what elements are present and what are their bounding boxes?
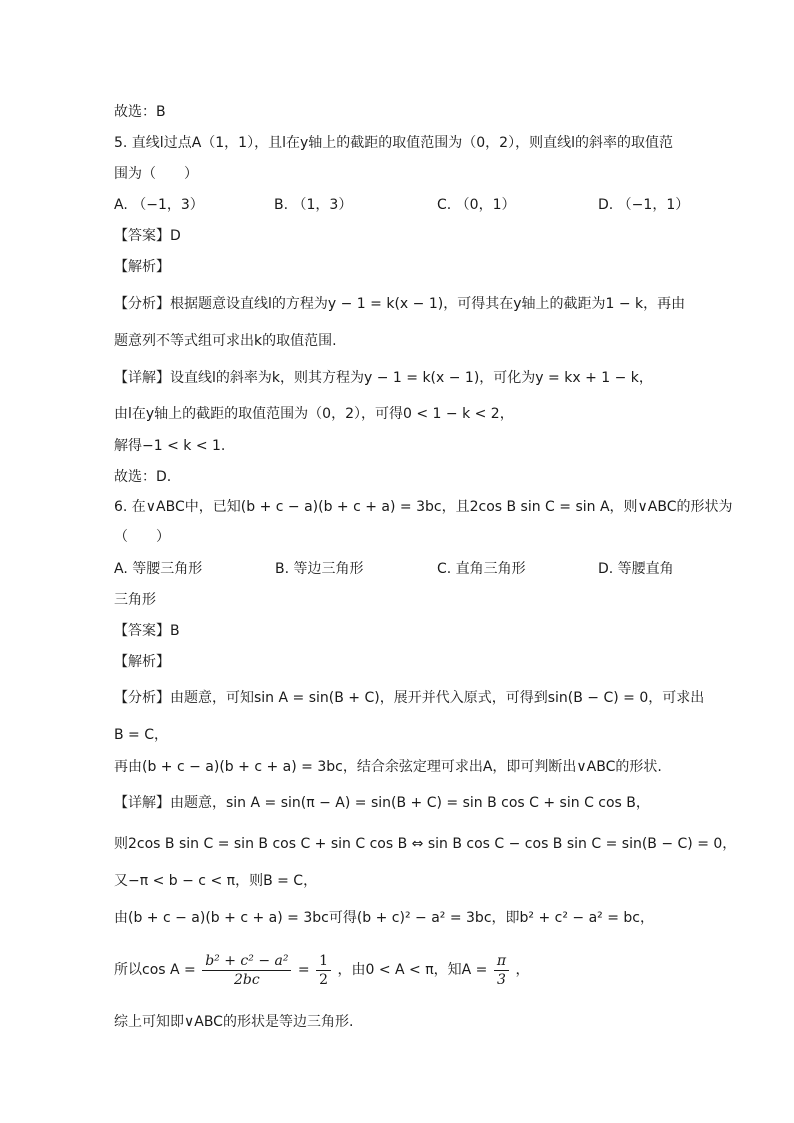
q6-option-b: B. 等边三角形 xyxy=(275,561,364,577)
q5-jiexi-heading: 【解析】 xyxy=(114,259,170,275)
q6-option-d: D. 等腰直角 xyxy=(598,561,674,577)
fraction-one-half-numerator: 1 xyxy=(316,952,331,971)
q5-fenxi-line-2: 题意列不等式组可求出k的取值范围. xyxy=(114,333,337,349)
q6-xiangjie-5-mid: ，由0 < A < π，知A = xyxy=(337,962,488,978)
fraction-pi-third-numerator: π xyxy=(494,952,509,971)
q5-fenxi-line-1: 【分析】根据题意设直线l的方程为y − 1 = k(x − 1)，可得其在y轴上的截距为1 − k，再由 xyxy=(114,296,686,312)
q6-answer: 【答案】B xyxy=(114,623,180,639)
q6-xiangjie-line-5 xyxy=(114,950,530,990)
q6-xiangjie-line-2: 则2cos B sin C = sin B cos C + sin C cos B ⇔ sin B cos C − cos B sin C = sin(B − C) = 0， xyxy=(114,836,737,852)
q5-choice-line: 故选：D. xyxy=(114,469,172,485)
q6-option-d-continuation: 三角形 xyxy=(114,592,156,608)
fraction-cos-a-numerator: b² + c² − a² xyxy=(202,952,291,971)
q6-option-a: A. 等腰三角形 xyxy=(114,561,203,577)
q6-xiangjie-5-prefix: 所以cos A = xyxy=(114,962,196,978)
q5-option-d: D. （−1，1） xyxy=(598,197,690,213)
q6-xiangjie-5-suffix: ， xyxy=(515,962,530,978)
q5-xiangjie-line-3: 解得−1 < k < 1. xyxy=(114,438,226,454)
q6-jiexi-heading: 【解析】 xyxy=(114,654,170,670)
q6-option-c: C. 直角三角形 xyxy=(437,561,526,577)
q5-xiangjie-line-2: 由l在y轴上的截距的取值范围为（0，2），可得0 < 1 − k < 2， xyxy=(114,406,514,422)
q5-xiangjie-line-1: 【详解】设直线l的斜率为k，则其方程为y − 1 = k(x − 1)，可化为y = kx + 1 − k， xyxy=(114,370,653,386)
q6-conclusion: 综上可知即∨ABC的形状是等边三角形. xyxy=(114,1014,354,1030)
q5-option-b: B. （1，3） xyxy=(274,197,353,213)
q6-xiangjie-line-4: 由(b + c − a)(b + c + a) = 3bc可得(b + c)² − a² = 3bc，即b² + c² − a² = bc， xyxy=(114,910,654,926)
q6-xiangjie-line-1: 【详解】由题意，sin A = sin(π − A) = sin(B + C) = sin B cos C + sin C cos B， xyxy=(114,795,650,811)
fraction-cos-a xyxy=(202,952,291,989)
q5-option-c: C. （0，1） xyxy=(437,197,516,213)
fraction-one-half-denominator: 2 xyxy=(319,971,329,988)
q6-stem-line-2: （ ） xyxy=(114,529,170,545)
q5-stem-line-1: 5. 直线l过点A（1，1），且l在y轴上的截距的取值范围为（0，2），则直线l的斜率的取值范 xyxy=(114,135,673,151)
q6-fenxi-line-3: 再由(b + c − a)(b + c + a) = 3bc，结合余弦定理可求出A，即可判断出∨ABC的形状. xyxy=(114,759,662,775)
fraction-one-half xyxy=(316,952,331,989)
q5-stem-line-2: 围为（ ） xyxy=(114,166,198,182)
q6-fenxi-line-1: 【分析】由题意，可知sin A = sin(B + C)，展开并代入原式，可得到sin(B − C) = 0，可求出 xyxy=(114,690,705,706)
fraction-cos-a-denominator: 2bc xyxy=(233,971,260,988)
equals-sign: = xyxy=(297,962,310,978)
fraction-pi-third xyxy=(494,952,509,989)
q5-option-a: A. （−1，3） xyxy=(114,197,204,213)
q6-xiangjie-line-3: 又−π < b − c < π，则B = C， xyxy=(114,873,318,889)
q6-stem-line-1: 6. 在∨ABC中，已知(b + c − a)(b + c + a) = 3bc，且2cos B sin C = sin A，则∨ABC的形状为 xyxy=(114,499,733,515)
q6-fenxi-line-2: B = C， xyxy=(114,727,169,743)
q5-answer: 【答案】D xyxy=(114,228,181,244)
fraction-pi-third-denominator: 3 xyxy=(497,971,506,988)
q4-choice-line: 故选：B xyxy=(114,104,166,120)
